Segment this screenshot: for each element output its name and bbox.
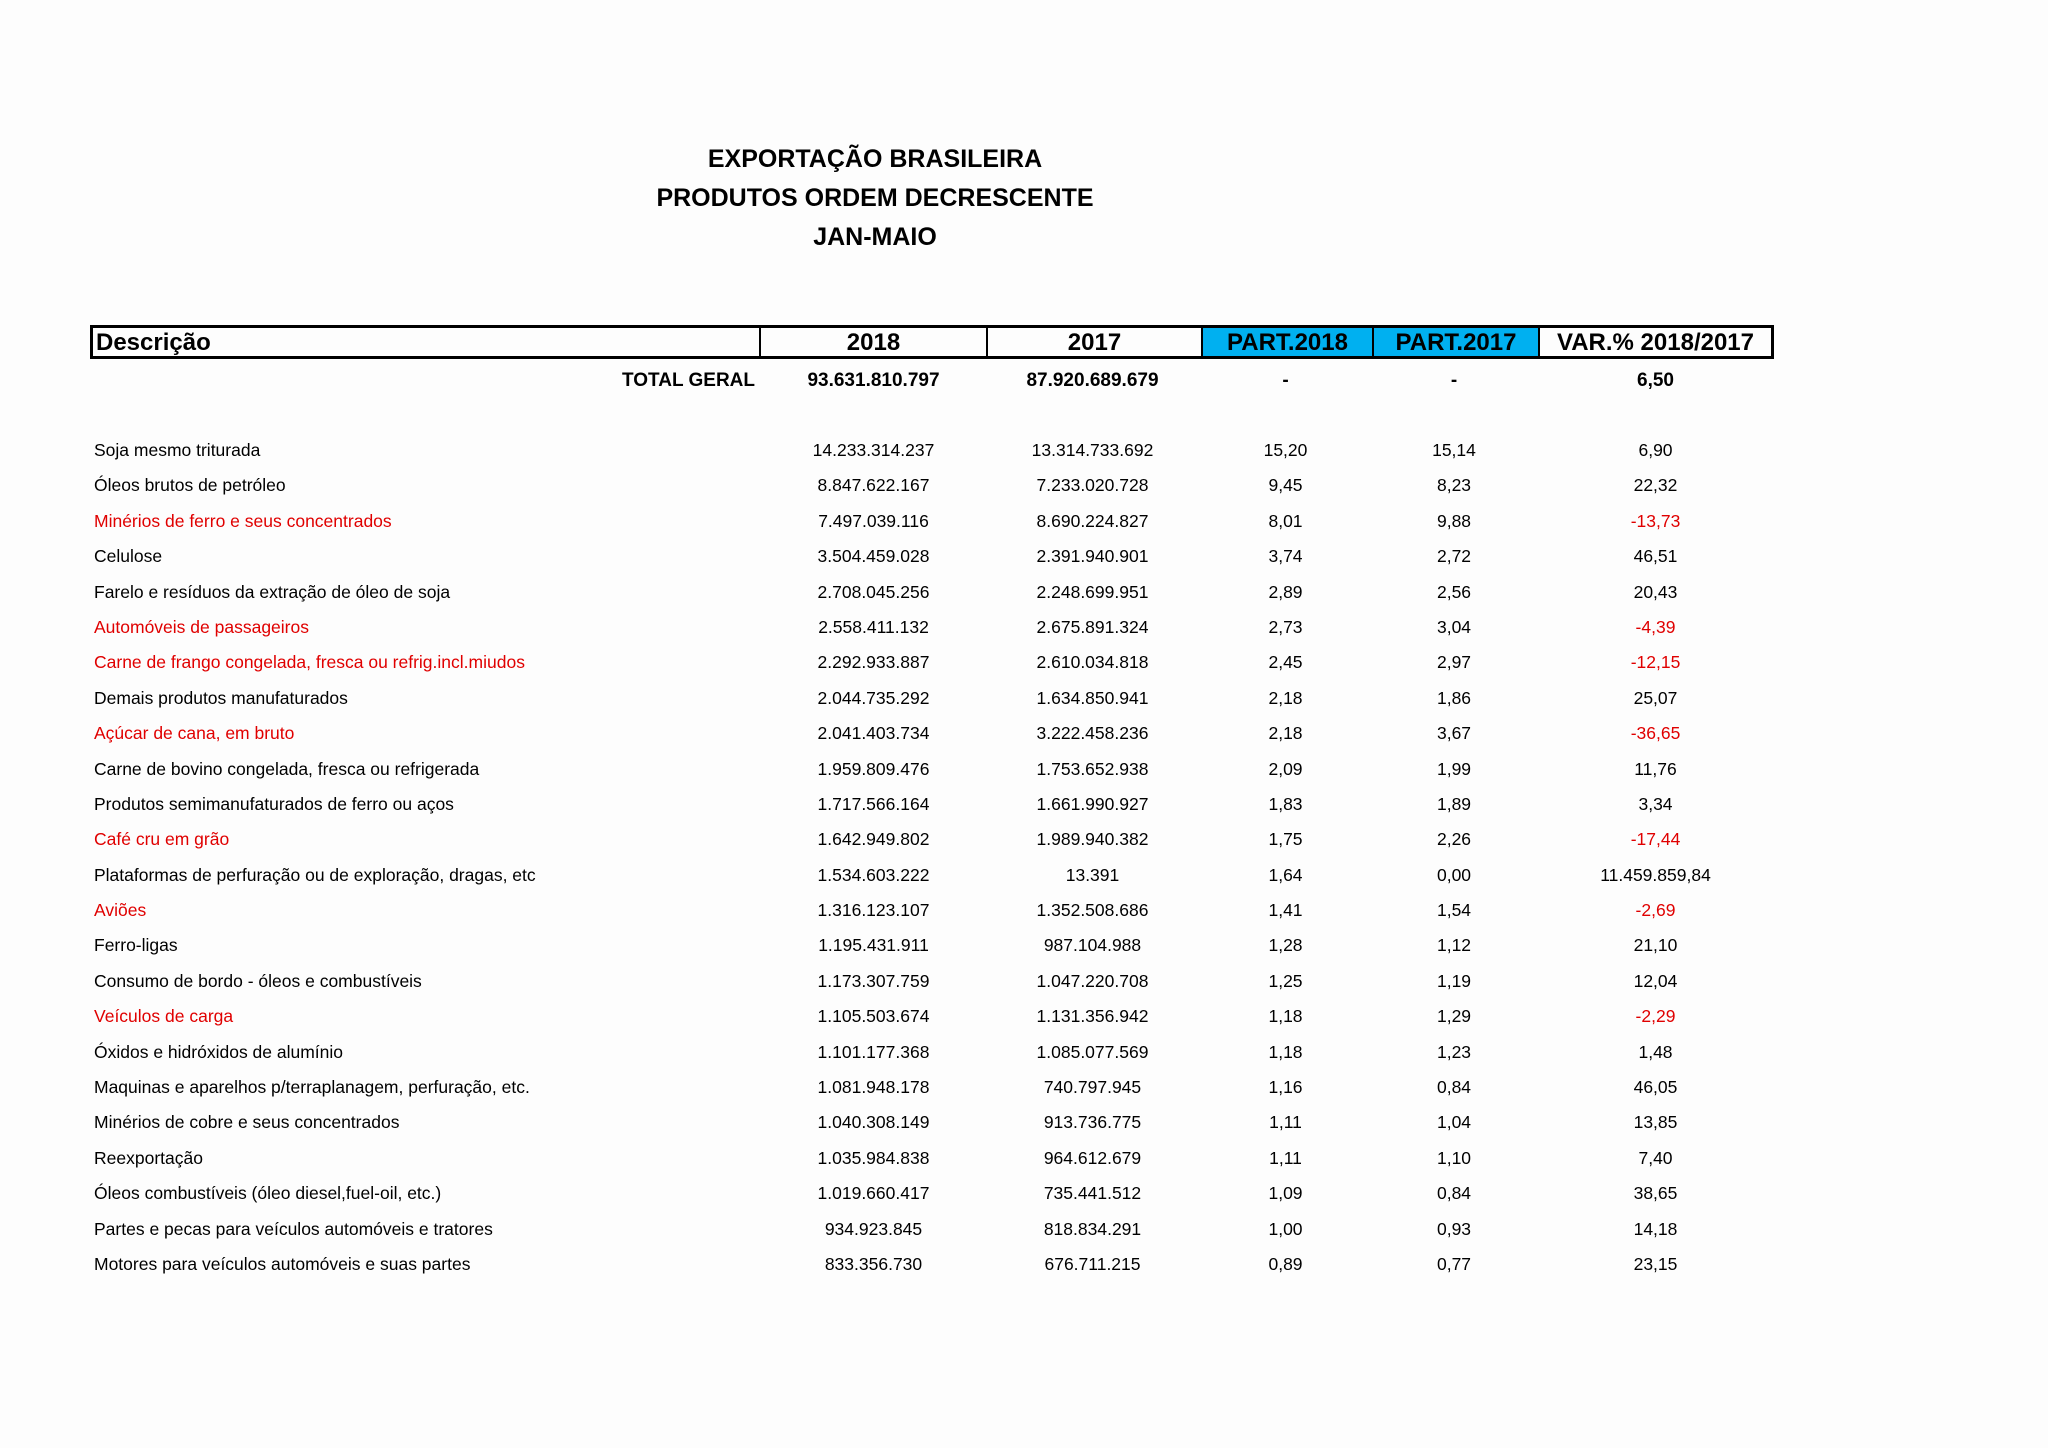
- product-description: Minérios de cobre e seus concentrados: [94, 1112, 400, 1133]
- part-2018: 1,64: [1268, 864, 1303, 885]
- variation: 6,90: [1638, 440, 1673, 460]
- value-2017: 1.047.220.708: [1036, 970, 1149, 991]
- table-row: [0, 1212, 2048, 1247]
- table-row: [0, 893, 2048, 928]
- variation: 12,04: [1633, 970, 1678, 991]
- part-2018: 2,45: [1268, 652, 1303, 673]
- variation: -2,29: [1635, 1006, 1676, 1027]
- value-2017: 1.352.508.686: [1036, 900, 1149, 921]
- table-row: [0, 1105, 2048, 1140]
- variation: -4,39: [1635, 616, 1676, 637]
- part-2017: 3,67: [1436, 723, 1472, 744]
- value-2018: 1.019.660.417: [817, 1183, 930, 1204]
- value-2017: 1.661.990.927: [1036, 793, 1149, 814]
- part-2017: 1,89: [1436, 793, 1472, 814]
- value-2018: 1.534.603.222: [817, 864, 930, 885]
- part-2017: 1,29: [1436, 1006, 1472, 1027]
- total-2018: 93.631.810.797: [807, 370, 940, 391]
- header-descricao: Descrição: [93, 328, 761, 356]
- part-2018: 15,20: [1263, 440, 1308, 460]
- part-2017: 0,00: [1436, 864, 1472, 885]
- table-row: [0, 964, 2048, 999]
- variation: 25,07: [1633, 687, 1678, 708]
- table-row: [0, 1070, 2048, 1105]
- header-part-2017: PART.2017: [1374, 328, 1540, 356]
- part-2018: 2,09: [1268, 758, 1303, 779]
- part-2017: 1,23: [1436, 1041, 1472, 1062]
- part-2017: 3,04: [1436, 616, 1472, 637]
- value-2018: 7.497.039.116: [818, 510, 929, 531]
- product-description: Plataformas de perfuração ou de exploração, dragas, etc: [94, 864, 536, 885]
- value-2017: 818.834.291: [1043, 1218, 1142, 1239]
- variation: 46,51: [1633, 546, 1678, 567]
- part-2018: 1,11: [1269, 1147, 1302, 1168]
- product-description: Minérios de ferro e seus concentrados: [94, 510, 392, 531]
- header-part-2018: PART.2018: [1203, 328, 1374, 356]
- part-2017: 0,93: [1436, 1218, 1472, 1239]
- table-row: [0, 468, 2048, 503]
- product-description: Produtos semimanufaturados de ferro ou aços: [94, 793, 454, 814]
- part-2017: 15,14: [1432, 440, 1476, 460]
- value-2018: 1.717.566.164: [817, 793, 930, 814]
- part-2018: 1,16: [1268, 1077, 1303, 1098]
- value-2017: 1.131.356.942: [1036, 1006, 1149, 1027]
- part-2017: 2,72: [1436, 546, 1472, 567]
- part-2017: 2,56: [1436, 581, 1472, 602]
- product-description: Automóveis de passageiros: [94, 616, 309, 637]
- value-2018: 3.504.459.028: [817, 546, 930, 567]
- part-2017: 1,04: [1436, 1112, 1472, 1133]
- part-2017: 0,77: [1436, 1253, 1472, 1274]
- total-2017: 87.920.689.679: [1026, 370, 1159, 391]
- value-2017: 13.391: [1065, 864, 1120, 885]
- part-2017: 0,84: [1436, 1183, 1472, 1204]
- variation: -36,65: [1630, 723, 1681, 744]
- value-2017: 735.441.512: [1043, 1183, 1142, 1204]
- variation: -2,69: [1635, 900, 1676, 921]
- part-2018: 2,18: [1268, 687, 1303, 708]
- table-row: [0, 752, 2048, 787]
- part-2018: 1,41: [1268, 900, 1303, 921]
- part-2018: 1,18: [1268, 1006, 1303, 1027]
- part-2017: 1,86: [1436, 687, 1472, 708]
- product-description: Óleos combustíveis (óleo diesel,fuel-oil, etc.): [94, 1183, 442, 1204]
- variation: 22,32: [1633, 475, 1678, 496]
- product-table-body: [0, 433, 2048, 1282]
- variation: -17,44: [1630, 829, 1681, 850]
- variation: 13,85: [1633, 1112, 1678, 1133]
- variation: 11.459.859,84: [1600, 864, 1711, 885]
- part-2017: 1,19: [1436, 970, 1472, 991]
- part-2018: 1,00: [1268, 1218, 1303, 1239]
- value-2017: 1.085.077.569: [1036, 1041, 1149, 1062]
- product-description: Motores para veículos automóveis e suas partes: [94, 1253, 471, 1274]
- variation: -13,73: [1630, 510, 1681, 531]
- total-label: TOTAL GERAL: [622, 370, 755, 391]
- variation: 3,34: [1638, 793, 1673, 814]
- part-2018: 2,73: [1268, 616, 1303, 637]
- table-row: [0, 716, 2048, 751]
- value-2017: 1.753.652.938: [1036, 758, 1149, 779]
- product-description: Café cru em grão: [94, 829, 230, 850]
- value-2018: 8.847.622.167: [817, 475, 930, 496]
- value-2018: 2.044.735.292: [817, 687, 930, 708]
- value-2018: 1.105.503.674: [817, 1006, 930, 1027]
- table-row: [0, 681, 2048, 716]
- part-2018: 1,09: [1268, 1183, 1303, 1204]
- part-2017: 1,99: [1436, 758, 1472, 779]
- product-description: Demais produtos manufaturados: [94, 687, 348, 708]
- value-2018: 2.708.045.256: [817, 581, 930, 602]
- header-variation: VAR.% 2018/2017: [1556, 329, 1754, 356]
- value-2018: 1.959.809.476: [817, 758, 930, 779]
- variation: 38,65: [1633, 1183, 1678, 1204]
- header-2017: 2017: [988, 328, 1203, 356]
- report-period: JAN-MAIO: [813, 223, 937, 251]
- product-description: Óxidos e hidróxidos de alumínio: [94, 1041, 344, 1062]
- table-row: [0, 858, 2048, 893]
- value-2017: 964.612.679: [1043, 1147, 1142, 1168]
- product-description: Açúcar de cana, em bruto: [94, 723, 295, 744]
- value-2018: 1.101.177.368: [817, 1041, 930, 1062]
- table-row: [0, 999, 2048, 1034]
- value-2017: 1.634.850.941: [1036, 687, 1149, 708]
- part-2017: 1,10: [1436, 1147, 1472, 1168]
- value-2018: 833.356.730: [824, 1253, 923, 1274]
- table-row: [0, 787, 2048, 822]
- part-2017: 2,97: [1436, 652, 1472, 673]
- value-2017: 913.736.775: [1043, 1112, 1142, 1133]
- value-2017: 2.610.034.818: [1036, 652, 1149, 673]
- table-row: [0, 610, 2048, 645]
- total-part-2017: -: [1450, 370, 1458, 391]
- table-row: [0, 539, 2048, 574]
- table-row: [0, 928, 2048, 963]
- product-description: Maquinas e aparelhos p/terraplanagem, perfuração, etc.: [94, 1077, 530, 1098]
- table-row: [0, 645, 2048, 680]
- product-description: Consumo de bordo - óleos e combustíveis: [94, 970, 422, 991]
- product-description: Reexportação: [94, 1147, 203, 1168]
- value-2017: 987.104.988: [1043, 935, 1142, 956]
- value-2018: 934.923.845: [824, 1218, 923, 1239]
- product-description: Óleos brutos de petróleo: [94, 475, 286, 496]
- value-2018: 14.233.314.237: [812, 440, 935, 460]
- value-2017: 2.391.940.901: [1036, 546, 1149, 567]
- part-2017: 9,88: [1436, 510, 1472, 531]
- value-2018: 1.642.949.802: [817, 829, 930, 850]
- value-2018: 2.558.411.132: [818, 616, 929, 637]
- part-2018: 9,45: [1268, 475, 1303, 496]
- value-2017: 1.989.940.382: [1036, 829, 1149, 850]
- part-2017: 1,54: [1436, 900, 1472, 921]
- variation: 23,15: [1633, 1253, 1678, 1274]
- value-2017: 8.690.224.827: [1036, 510, 1149, 531]
- value-2017: 3.222.458.236: [1036, 723, 1149, 744]
- product-description: Veículos de carga: [94, 1006, 234, 1027]
- table-row: [0, 1176, 2048, 1211]
- value-2018: 1.316.123.107: [817, 900, 930, 921]
- report-title: EXPORTAÇÃO BRASILEIRA: [707, 145, 1043, 173]
- total-variation: 6,50: [1637, 370, 1674, 391]
- part-2018: 2,89: [1268, 581, 1303, 602]
- part-2018: 3,74: [1268, 546, 1303, 567]
- product-description: Aviões: [94, 900, 147, 921]
- part-2018: 1,25: [1268, 970, 1303, 991]
- product-description: Ferro-ligas: [94, 935, 178, 956]
- variation: 1,48: [1638, 1041, 1673, 1062]
- value-2018: 2.041.403.734: [817, 723, 930, 744]
- part-2018: 1,75: [1268, 829, 1303, 850]
- product-description: Carne de bovino congelada, fresca ou refrigerada: [94, 758, 480, 779]
- table-row: [0, 822, 2048, 857]
- part-2018: 0,89: [1268, 1253, 1303, 1274]
- value-2017: 13.314.733.692: [1031, 440, 1154, 460]
- value-2018: 1.195.431.911: [818, 935, 929, 956]
- table-row: [0, 575, 2048, 610]
- total-row: [0, 364, 2048, 398]
- part-2017: 1,12: [1436, 935, 1472, 956]
- product-description: Partes e pecas para veículos automóveis e tratores: [94, 1218, 493, 1239]
- table-row: [0, 1035, 2048, 1070]
- value-2018: 2.292.933.887: [817, 652, 930, 673]
- part-2017: 0,84: [1436, 1077, 1472, 1098]
- product-description: Farelo e resíduos da extração de óleo de soja: [94, 581, 451, 602]
- report-title-block: [640, 140, 1110, 257]
- variation: 14,18: [1633, 1218, 1678, 1239]
- header-2018: 2018: [761, 328, 988, 356]
- part-2018: 1,83: [1268, 793, 1303, 814]
- value-2017: 676.711.215: [1044, 1253, 1141, 1274]
- part-2018: 1,11: [1269, 1112, 1302, 1133]
- variation: 20,43: [1633, 581, 1678, 602]
- value-2018: 1.173.307.759: [817, 970, 930, 991]
- value-2018: 1.035.984.838: [817, 1147, 930, 1168]
- part-2017: 8,23: [1436, 475, 1472, 496]
- product-description: Soja mesmo triturada: [94, 440, 261, 460]
- table-row: [0, 1247, 2048, 1282]
- part-2017: 2,26: [1436, 829, 1472, 850]
- part-2018: 8,01: [1268, 510, 1303, 531]
- part-2018: 2,18: [1268, 723, 1303, 744]
- table-header: [90, 325, 1774, 359]
- value-2017: 2.675.891.324: [1036, 616, 1149, 637]
- variation: -12,15: [1630, 652, 1681, 673]
- value-2018: 1.081.948.178: [817, 1077, 930, 1098]
- part-2018: 1,18: [1268, 1041, 1303, 1062]
- variation: 7,40: [1638, 1147, 1673, 1168]
- table-row: [0, 433, 2048, 468]
- report-subtitle: PRODUTOS ORDEM DECRESCENTE: [656, 184, 1094, 212]
- product-description: Carne de frango congelada, fresca ou refrig.incl.miudos: [94, 652, 525, 673]
- value-2017: 7.233.020.728: [1036, 475, 1149, 496]
- product-description: Celulose: [94, 546, 163, 567]
- value-2018: 1.040.308.149: [817, 1112, 930, 1133]
- variation: 21,10: [1633, 935, 1678, 956]
- value-2017: 740.797.945: [1043, 1077, 1142, 1098]
- table-row: [0, 504, 2048, 539]
- total-part-2018: -: [1282, 370, 1289, 391]
- value-2017: 2.248.699.951: [1036, 581, 1149, 602]
- table-row: [0, 1141, 2048, 1176]
- variation: 11,76: [1634, 758, 1677, 779]
- variation: 46,05: [1633, 1077, 1678, 1098]
- part-2018: 1,28: [1268, 935, 1303, 956]
